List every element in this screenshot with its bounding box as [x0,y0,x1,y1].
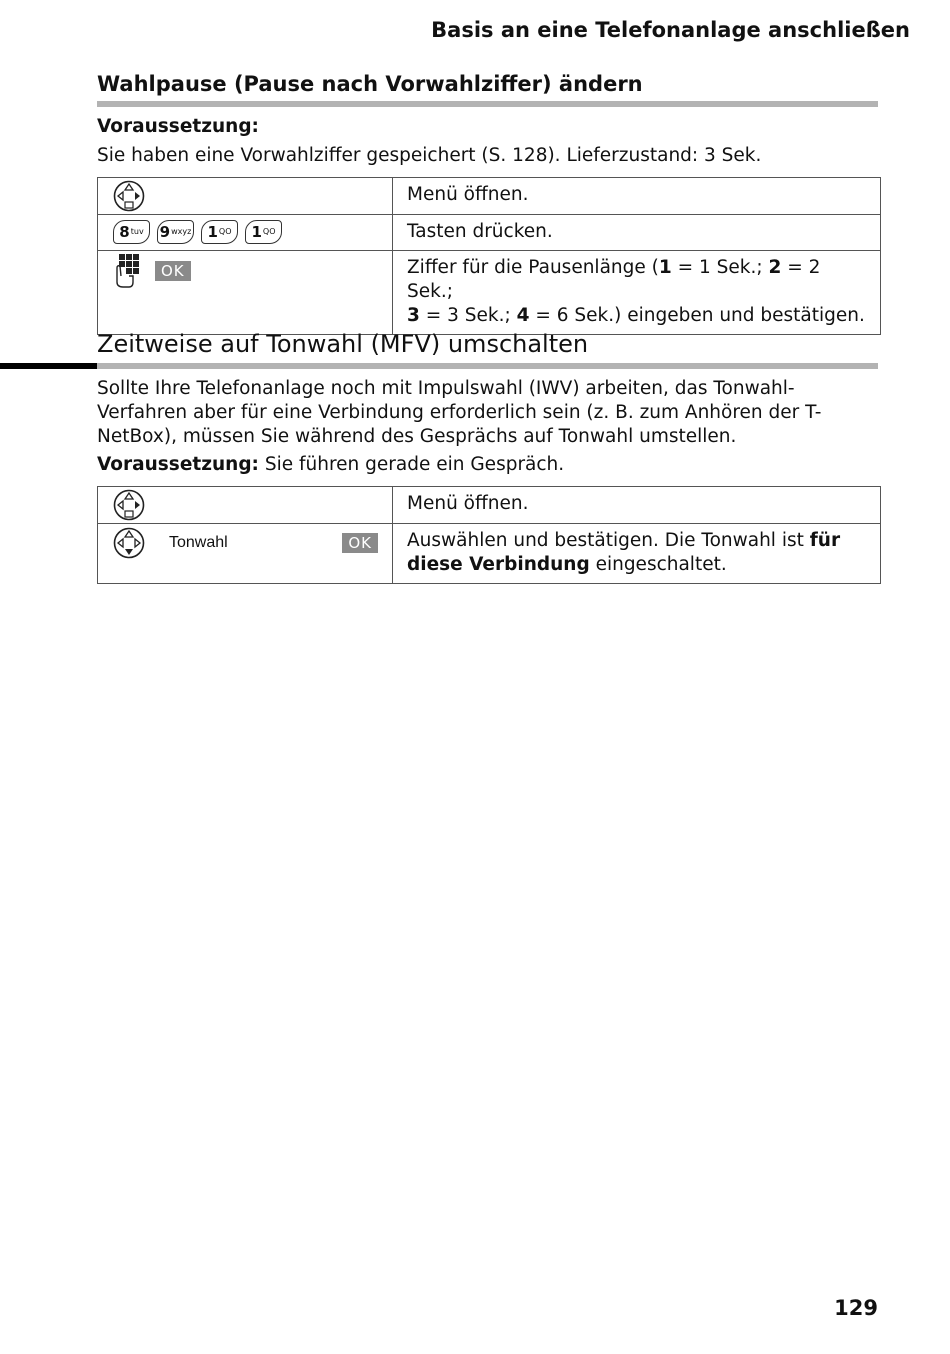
section-rule [97,101,878,107]
prereq-label-text: Voraussetzung: [97,116,259,137]
prereq-text: Sie führen gerade ein Gespräch. [258,454,565,475]
prerequisite-label [97,115,887,139]
control-key-icon [113,527,145,559]
key-cell [98,487,393,524]
table-row [98,215,881,251]
prereq-label-text: Voraussetzung: [97,454,259,475]
key-cell [98,524,393,584]
section-rule-left [0,363,97,369]
running-header: Basis an eine Telefonanlage anschließen [431,18,910,42]
prerequisite [97,453,887,477]
digit-key-1: 1 QO [245,220,282,244]
table-row [98,178,881,215]
control-key-icon [113,180,145,212]
menu-item-tonwahl: Tonwahl [169,534,228,551]
section-body: Sollte Ihre Telefonanlage noch mit Impulswahl (IWV) arbeiten, das Tonwahl-Verfahren aber für eine Verbindung erforderlich sein (z. B. zum Anhören der T-NetBox), müssen Sie während des Gesprächs auf Tonwahl umstellen. [97,378,822,447]
action-cell: Auswählen und bestätigen. Die Tonwahl ist für diese Verbindung eingeschaltet. [393,524,881,584]
key-cell [98,215,393,251]
section-rule [97,363,878,369]
table-row [98,487,881,524]
page-number: 129 [834,1296,878,1320]
action-cell: Menü öffnen. [393,178,881,215]
keypad-icon [113,254,143,288]
steps-table-1 [97,177,881,335]
steps-table-2 [97,486,881,584]
key-cell [98,251,393,335]
ok-display-key: OK [342,533,378,553]
action-cell: Tasten drücken. [393,215,881,251]
digit-key-9: 9 wxyz [157,220,194,244]
digit-key-8: 8 tuv [113,220,150,244]
prerequisite-text: Sie haben eine Vorwahlziffer gespeichert (S. 128). Lieferzustand: 3 Sek. [97,145,762,166]
ok-display-key: OK [155,261,191,281]
key-cell [98,178,393,215]
digit-key-1: 1 QO [201,220,238,244]
action-cell: Ziffer für die Pausenlänge (1 = 1 Sek.; 2 = 2 Sek.; 3 = 3 Sek.; 4 = 6 Sek.) eingeben und bestätigen. [393,251,881,335]
section-title-tonwahl: Zeitweise auf Tonwahl (MFV) umschalten [97,330,589,358]
table-row [98,251,881,335]
action-cell: Menü öffnen. [393,487,881,524]
section-title-wahlpause: Wahlpause (Pause nach Vorwahlziffer) ändern [97,72,643,96]
table-row [98,524,881,584]
control-key-icon [113,489,145,521]
